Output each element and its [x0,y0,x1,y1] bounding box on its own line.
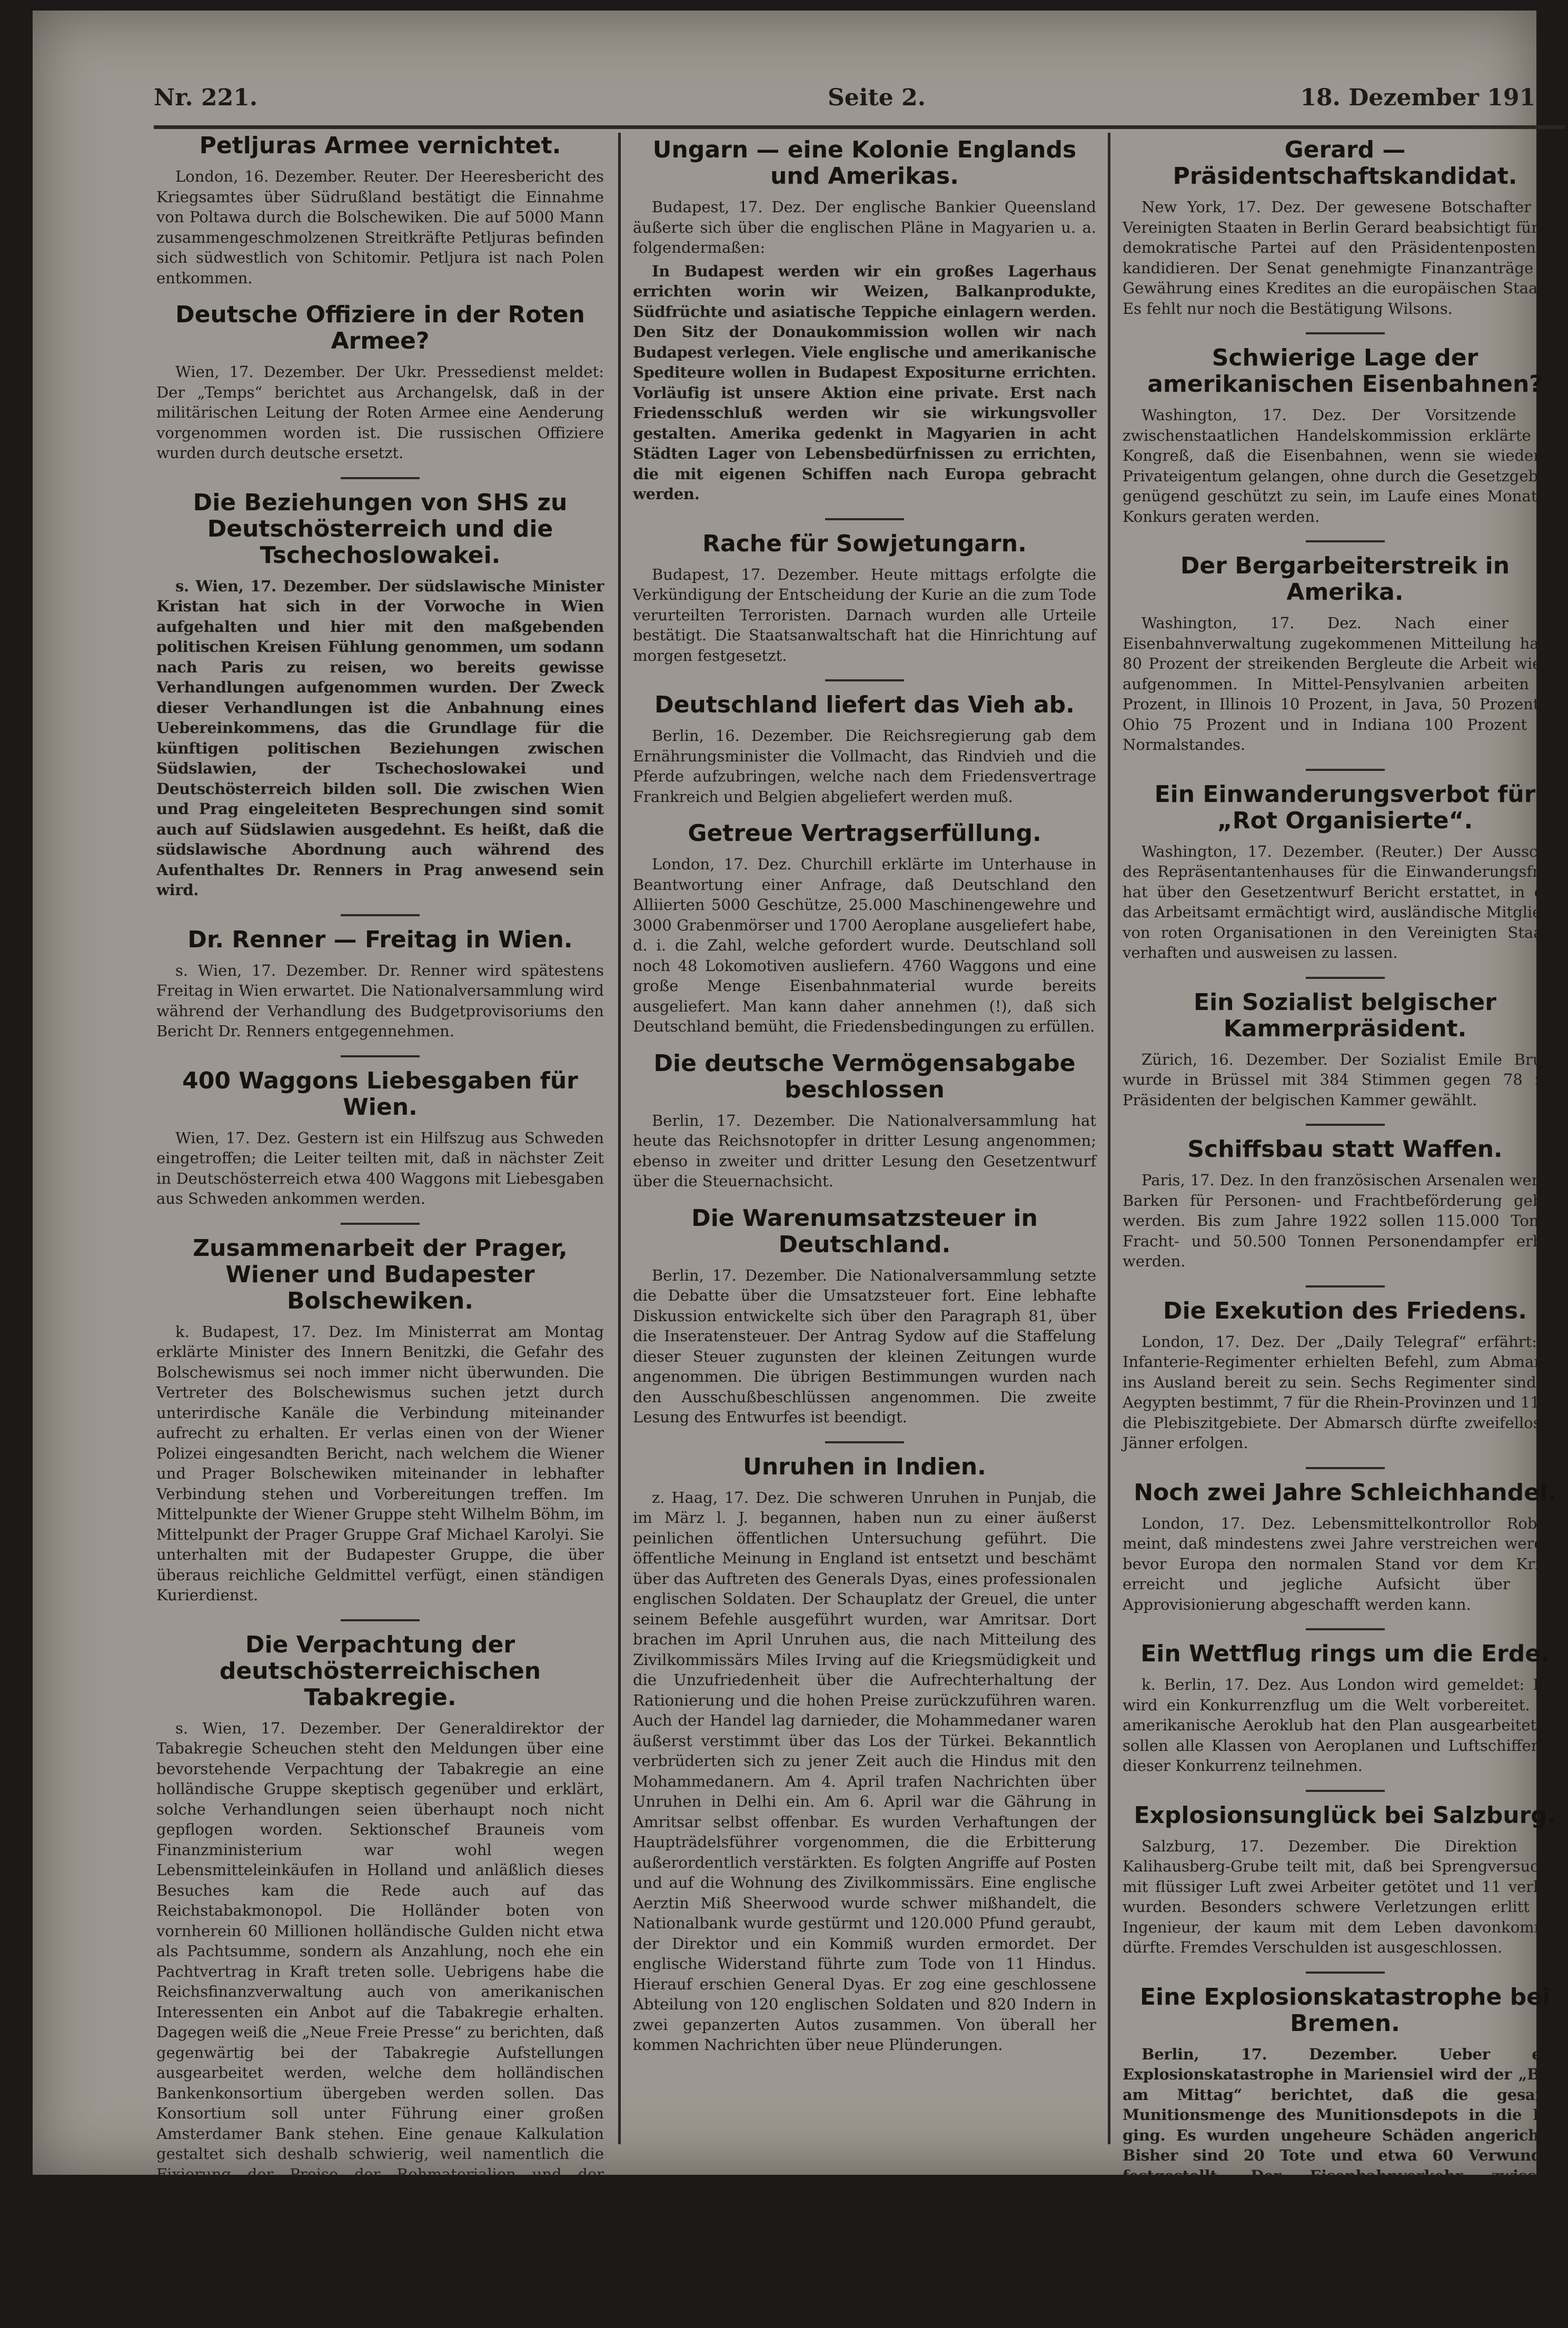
article-headline: Noch zwei Jahre Schleichhandel. [1134,1479,1556,1506]
article-body: Berlin, 17. Dezember. Ueber eine Explosionskatastrophe in Mariensiel wird der „B. Z. am Mittag“ berichtet, daß die gesamte Munitionsmenge des Munitionsdepots in die Luft ging. Es wurden ungeheure Schäden angerichtet. Bisher sind 20 Tote und etwa 60 Verwundete festgestellt. Der Eisenbahnverkehr zwischen Bremerhaven und der nahe gelegenen Ortschaft Sande mußte eingestellt werden. Alle Telegraphen- und Fernsprechleitungen in der Umgebung wurden größtenteils zerstört. In Mariensiel selbst ist kein Haus unbeschädigt geblieben. Die Brücke über den Ems-Jadekanal ist infolge der Beschädigung nicht mehr benützbar. [1123,2045,1567,2326]
article [156,927,604,1042]
article-quote [633,261,1096,504]
article-body: Budapest, 17. Dezember. Heute mittags erfolgte die Verkündigung der Entscheidung der Kurie an die zum Tode verurteilten Terroristen. Darnach wurden alle Urteile bestätigt. Die Staatsanwaltschaft hat die Hinrichtung auf morgen festgesetzt. [633,565,1096,665]
article [1123,1802,1567,1958]
article [1123,137,1567,319]
article-separator [825,518,904,520]
article [156,1068,604,1209]
article [156,1235,604,1606]
article-body: London, 17. Dez. Der „Daily Telegraf“ erfährt: 28 Infanterie-Regimenter erhielten Befehl, zum Abmarsch ins Ausland bereit zu sein. Sechs Regimenter sind für Aegypten bestimmt, 7 für die Rhein-Provinzen und 11 für die Plebiszitgebiete. Der Abmarsch dürfte zweifellos im Jänner erfolgen. [1123,1332,1567,1452]
article-body: Berlin, 17. Dezember. Die Nationalversammlung setzte die Debatte über die Umsatzsteuer fort. Eine lebhafte Diskussion entwickelte sich über den Paragraph 81, über die Inseratensteuer. Der Antrag Sydow auf die Staffelung dieser Steuer zugunsten der kleinen Zeitungen wurde angenommen. Die übrigen Bestimmungen wurden nach den Ausschußbeschlüssen angenommen. Die zweite Lesung des Entwurfes ist beendigt. [633,1266,1096,1426]
article-headline: Schwierige Lage der amerikanischen Eisenbahnen? [1147,344,1543,398]
article-headline: Deutschland liefert das Vieh ab. [654,691,1075,718]
article [1123,553,1567,755]
article-separator [341,1055,420,1057]
article-headline: Der Bergarbeiterstreik in Amerika. [1180,552,1510,606]
article-headline: Unruhen in Indien. [743,1453,986,1480]
column-left [156,132,604,2284]
newspaper-page [33,11,1567,2326]
article-headline: Gerard — Präsidentschaftskandidat. [1173,136,1517,190]
article-body: k. Budapest, 17. Dez. Im Ministerrat am Montag erklärte Minister des Innern Benitzki, die Gefahr des Bolschewismus sei noch immer nicht überwunden. Die Vertreter des Bolschewismus suchen jetzt durch unterirdische Kanäle die Verbindung miteinander aufrecht zu erhalten. Er verlas einen von der Wiener Polizei eingesandten Bericht, nach welchem die Wiener und Prager Bolschewiken miteinander in lebhafter Verbindung stehen und Vorbereitungen treffen. Im Mittelpunkte der Wiener Gruppe steht Wilhelm Böhm, im Mittelpunkt der Prager Gruppe Graf Michael Karolyi. Sie unterhalten mit der Budapester Gruppe, die über überaus reichliche Geldmittel verfügt, einen ständigen Kurierdienst. [156,1322,604,1604]
article-separator [1306,332,1385,334]
article-headline: Die Verpachtung der deutschösterreichischen Tabakregie. [219,1631,541,1711]
column-divider [618,133,621,2144]
article-body: Berlin, 16. Dezember. Die Reichsregierung gab dem Ernährungsminister die Vollmacht, das Rindvieh und die Pferde aufzubringen, welche nach dem Friedensvertrage Frankreich und Belgien abgeliefert werden muß. [633,727,1096,806]
article-body: Wien, 17. Dez. Gestern ist ein Hilfszug aus Schweden eingetroffen; die Leiter teilten mit, daß in nächster Zeit in Deutschösterreich etwa 400 Waggons mit Liebesgaben aus Schweden ankommen werden. [156,1128,604,1207]
page-header [154,84,1560,121]
article-body: s. Wien, 17. Dezember. Der Generaldirektor der Tabakregie Scheuchen steht den Meldungen über eine bevorstehende Verpachtung der Tabakregie an eine holländische Gruppe skeptisch gegenüber und erklärt, solche Verhandlungen seien überhaupt noch nicht gepflogen worden. Sektionschef Brauneis vom Finanzministerium war wohl wegen Lebensmitteleinkäufen in Holland und anläßlich dieses Besuches kam die Rede auch auf das Reichstabakmonopol. Die Holländer boten von vornherein 60 Millionen holländische Gulden nicht etwa als Pachtsumme, sondern als Anzahlung, noch ehe ein Pachtvertrag in Kraft treten solle. Uebrigens habe die Reichsfinanzverwaltung auch von amerikanischen Interessenten ein Anbot auf die Tabakregie erhalten. Dagegen weiß die „Neue Freie Presse“ zu berichten, daß gegenwärtig bei der Tabakregie Aufstellungen ausgearbeitet werden, welche dem holländischen Bankenkonsortium übergeben werden sollen. Das Konsortium soll unter Führung einer großen Amsterdamer Bank stehen. Eine genaue Kalkulation gestaltet sich deshalb schwierig, weil namentlich die Fixierung der Preise der Rohmaterialien und der Verkaufspreise infolge der Valutaschwankungen schwierig sei. Auf Grund der Beschlüsse des Obersten Rats in Paris dürfte wahrscheinlich in nächster Zeit ein Offert an das Bankenkonsortium zwecks Einleitung von Verhandlungen eingereicht werden. [156,1719,604,2284]
article-headline: Petljuras Armee vernichtet. [199,132,561,159]
article [633,531,1096,666]
article [1123,1136,1567,1272]
article-body: Washington, 17. Dez. Nach einer der Eisenbahnverwaltung zugekommenen Mitteilung haben 80 Prozent der streikenden Bergleute die Arbeit wieder aufgenommen. In Mittel-Pensylvanien arbeiten 40 Prozent, in Illinois 10 Prozent, in Java, 50 Prozent, in Ohio 75 Prozent und in Indiana 100 Prozent des Normalstandes. [1123,614,1567,754]
article-headline: 400 Waggons Liebesgaben für Wien. [182,1067,578,1121]
article [1123,1298,1567,1453]
article-body: Salzburg, 17. Dezember. Die Direktion der Kalihausberg-Grube teilt mit, daß bei Sprengversuchen mit flüssiger Luft zwei Arbeiter getötet und 11 verletzt wurden. Besonders schwere Verletzungen erlitt ein Ingenieur, der kaum mit dem Leben davonkommen dürfte. Fremdes Verschulden ist ausgeschlossen. [1123,1837,1567,1956]
article-separator [1306,540,1385,542]
article-separator [1306,1467,1385,1469]
article-body: Washington, 17. Dez. Der Vorsitzende der zwischenstaatlichen Handelskommission erklärte im Kongreß, daß die Eisenbahnen, wenn sie wieder in Privateigentum gelangen, ohne durch die Gesetzgebung genügend geschützt zu sein, im Laufe eines Monats in Konkurs geraten werden. [1123,406,1567,526]
article [633,1205,1096,1428]
article-body: k. Berlin, 17. Dez. Aus London wird gemeldet: Hier wird ein Konkurrenzflug um die Welt vorbereitet. Der amerikanische Aeroklub hat den Plan ausgearbeitet. Es sollen alle Klassen von Aeroplanen und Luftschiffen an dieser Konkurrenz teilnehmen. [1123,1676,1567,1775]
article-headline: Die Beziehungen von SHS zu Deutschösterreich und die Tschechoslowakei. [193,489,568,569]
column-middle [633,133,1096,2176]
article-headline: Die deutsche Vermögensabgabe beschlossen [653,1049,1076,1103]
article-separator [341,1223,420,1225]
article-body: In Budapest werden wir ein großes Lagerhaus errichten worin wir Weizen, Balkanprodukte, Südfrüchte und asiatische Teppiche einlagern werden. Den Sitz der Donaukommission wollen wir nach Budapest verlegen. Viele englische und amerikanische Spediteure wollen in Budapest Expositurne errichten. Vorläufig ist unsere Aktion eine private. Erst nach Friedensschluß werden wir sie wirkungsvoller gestalten. Amerika gedenkt in Magyarien in acht Städten Lager von Lebensbedürfnissen zu errichten, die mit eigenen Schiffen nach Europa gebracht werden. [633,262,1096,503]
article-headline: Rache für Sowjetungarn. [702,530,1027,557]
article-body: z. Haag, 17. Dez. Die schweren Unruhen in Punjab, die im März l. J. begannen, haben nun zu einer äußerst peinlichen öffentlichen Untersuchung geführt. Die öffentliche Meinung in England ist entsetzt und beschämt über das Auftreten des Generals Dyas, eines professionalen englischen Soldaten. Der Schauplatz der Greuel, die unter seinem Befehle ausgeführt wurden, war Amritsar. Dort brachen im April Unruhen aus, die nach Mitteilung des Zivilkommissärs Miles Irving auf die Kriegsmüdigkeit und die Unzufriedenheit über die Aufrechterhaltung der Rationierung und die hohen Preise zurückzuführen waren. Auch der Handel lag darnieder, die Mohammedaner waren äußerst verstimmt über das Los der Türkei. Bekanntlich verbrüderten sich zu jener Zeit auch die Hindus mit den Mohammedanern. Am 4. April trafen Nachrichten über Unruhen in Delhi ein. Am 6. April war die Gährung in Amritsar selbst offenbar. Es wurden Verhaftungen der Haupträdelsführer vorgenommen, die die Erbitterung außerordentlich verstärkten. Es folgten Angriffe auf Posten und auf die Wohnung des Zivilkommissärs. Eine englische Aerztin Miß Sheerwood wurde schwer mißhandelt, die Nationalbank wurde gestürmt und 120.000 Pfund geraubt, der Direktor und ein Kommiß wurden ermordet. Der englische Widerstand führte zum Tode von 11 Hindus. Hierauf erschien General Dyas. Er zog eine geschlossene Abteilung von 120 englischen Soldaten und 820 Indern in zwei gepanzerten Autos zusammen. Von überall her kommen Nachrichten über neue Plünderungen. [633,1488,1096,2054]
article-headline: Die Warenumsatzsteuer in Deutschland. [691,1204,1038,1258]
column-divider [1108,133,1110,2144]
article-body: London, 16. Dezember. Reuter. Der Heeresbericht des Kriegsamtes über Südrußland bestätigt die Einnahme von Poltawa durch die Bolschewiken. Die auf 5000 Mann zusammengeschmolzenen Streitkräfte Petljuras befinden sich südwestlich von Schitomir. Petljura ist nach Polen entkommen. [156,167,604,287]
article [633,692,1096,807]
article [156,302,604,463]
article [1123,1641,1567,1776]
article-separator [1306,1790,1385,1792]
article-headline: Dr. Renner — Freitag in Wien. [187,926,573,953]
issue-date: 18. Dezember 1919. [1300,84,1560,111]
article-body: London, 17. Dez. Lebensmittelkontrollor Roberts meint, daß mindestens zwei Jahre verstreichen werden, bevor Europa den normalen Stand vor dem Kriege erreicht und jegliche Aufsicht über die Approvisionierung abgeschafft werden kann. [1123,1514,1567,1613]
column-right [1123,133,1567,2326]
article-separator [1306,1285,1385,1287]
article [1123,1480,1567,1615]
article-headline: Eine Explosionskatastrophe bei Bremen. [1139,1983,1551,2037]
article-body: Wien, 17. Dezember. Der Ukr. Pressedienst meldet: Der „Temps“ berichtet aus Archangelsk, daß in der militärischen Leitung der Roten Armee eine Aenderung vorgenommen worden ist. Die russischen Offiziere wurden durch deutsche ersetzt. [156,363,604,462]
article [1123,781,1567,963]
article [633,137,1096,258]
article-body: Berlin, 17. Dezember. Die Nationalversammlung hat heute das Reichsnotopfer in dritter Lesung angenommen; ebenso in zweiter und dritter Lesung den Gesetzentwurf über die Steuernachsicht. [633,1111,1096,1190]
article-headline: Zusammenarbeit der Prager, Wiener und Budapester Bolschewiken. [193,1234,568,1314]
page-number: Seite 2. [828,84,926,111]
article [1123,1984,1567,2328]
article-headline: Deutsche Offiziere in der Roten Armee? [175,301,585,354]
article-headline: Ungarn — eine Kolonie Englands und Amerikas. [652,136,1077,190]
article-separator [1306,977,1385,979]
article-separator [1306,1124,1385,1126]
article [156,133,604,288]
article-headline: Ein Wettflug rings um die Erde. [1140,1640,1550,1667]
article-separator [341,914,420,916]
article-body: New York, 17. Dez. Der gewesene Botschafter der Vereinigten Staaten in Berlin Gerard beabsichtigt für die demokratische Partei auf den Präsidentenposten zu kandidieren. Der Senat genehmigte Finanzanträge zur Gewährung eines Kredites an die europäischen Staaten. Es fehlt nur noch die Bestätigung Wilsons. [1123,198,1567,318]
article-separator [341,1619,420,1621]
article [633,1454,1096,2055]
article-headline: Explosionsunglück bei Salzburg. [1134,1801,1556,1829]
article-body: Washington, 17. Dezember. (Reuter.) Der Ausschuß des Repräsentantenhauses für die Einwanderungsfrage hat über den Gesetzentwurf Bericht erstattet, in dem das Arbeitsamt ermächtigt wird, ausländische Mitglieder von roten Organisationen in den Vereinigten Staaten verhaften und ausweisen zu lassen. [1123,842,1567,962]
article-body: s. Wien, 17. Dezember. Dr. Renner wird spätestens Freitag in Wien erwartet. Die Nationalversammlung wird während der Verhandlung des Budgetprovisoriums den Bericht Dr. Renners entgegennehmen. [156,961,604,1040]
article-body: s. Wien, 17. Dezember. Der südslawische Minister Kristan hat sich in der Vorwoche in Wien aufgehalten und hier mit den maßgebenden politischen Kreisen Fühlung genommen, um sodann nach Paris zu reisen, wo bereits gewisse Verhandlungen aufgenommen wurden. Der Zweck dieser Verhandlungen ist die Anbahnung eines Uebereinkommens, das die Grundlage für die künftigen politischen Beziehungen zwischen Südslawien, der Tschechoslowakei und Deutschösterreich bilden soll. Die zwischen Wien und Prag eingeleiteten Besprechungen sind somit auch auf Südslawien ausgedehnt. Es heißt, daß die südslawische Abordnung auch während des Aufenthaltes Dr. Renners in Prag anwesend sein wird. [156,577,604,899]
article-headline: Ein Sozialist belgischer Kammerpräsident. [1194,988,1496,1042]
article-headline: Ein Einwanderungsverbot für „Rot Organisierte“. [1154,780,1536,834]
article-body: Budapest, 17. Dez. Der englische Bankier Queensland äußerte sich über die englischen Pläne in Magyarien u. a. folgendermaßen: [633,198,1096,256]
article-separator [1306,769,1385,771]
header-rule [154,125,1565,129]
article [156,490,604,900]
article [156,1632,604,2286]
article-headline: Schiffsbau statt Waffen. [1187,1136,1503,1163]
article-body: London, 17. Dez. Churchill erklärte im Unterhause in Beantwortung einer Anfrage, daß Deutschland den Alliierten 5000 Geschütze, 25.000 Maschinengewehre und 3000 Grabenmörser und 1700 Aeroplane ausgeliefert habe, d. i. die Zahl, welche gefordert wurde. Deutschland soll noch 48 Lokomotiven ausliefern. 4760 Waggons und eine große Menge Eisenbahnmaterial wurde bereits ausgeliefert. Man kann daher annehmen (!), daß sich Deutschland bemüht, die Friedensbedingungen zu erfüllen. [633,855,1096,1035]
article-body: Zürich, 16. Dezember. Der Sozialist Emile Brunet wurde in Brüssel mit 384 Stimmen gegen 78 zum Präsidenten der belgischen Kammer gewählt. [1123,1050,1567,1109]
article [1123,989,1567,1111]
article [1123,345,1567,527]
article [633,1051,1096,1192]
article-separator [341,477,420,479]
article-separator [1306,1628,1385,1630]
article-separator [825,679,904,681]
article [633,820,1096,1037]
article-separator [825,1441,904,1443]
article-headline: Getreue Vertragserfüllung. [688,820,1041,847]
article-separator [1306,1972,1385,1974]
article-headline: Die Exekution des Friedens. [1163,1297,1527,1324]
article-body: Paris, 17. Dez. In den französischen Arsenalen werden Barken für Personen- und Frachtbeförderung gebaut werden. Bis zum Jahre 1922 sollen 115.000 Tonnen Fracht- und 50.500 Tonnen Personendampfer erbaut werden. [1123,1171,1567,1270]
issue-number: Nr. 221. [154,84,258,111]
